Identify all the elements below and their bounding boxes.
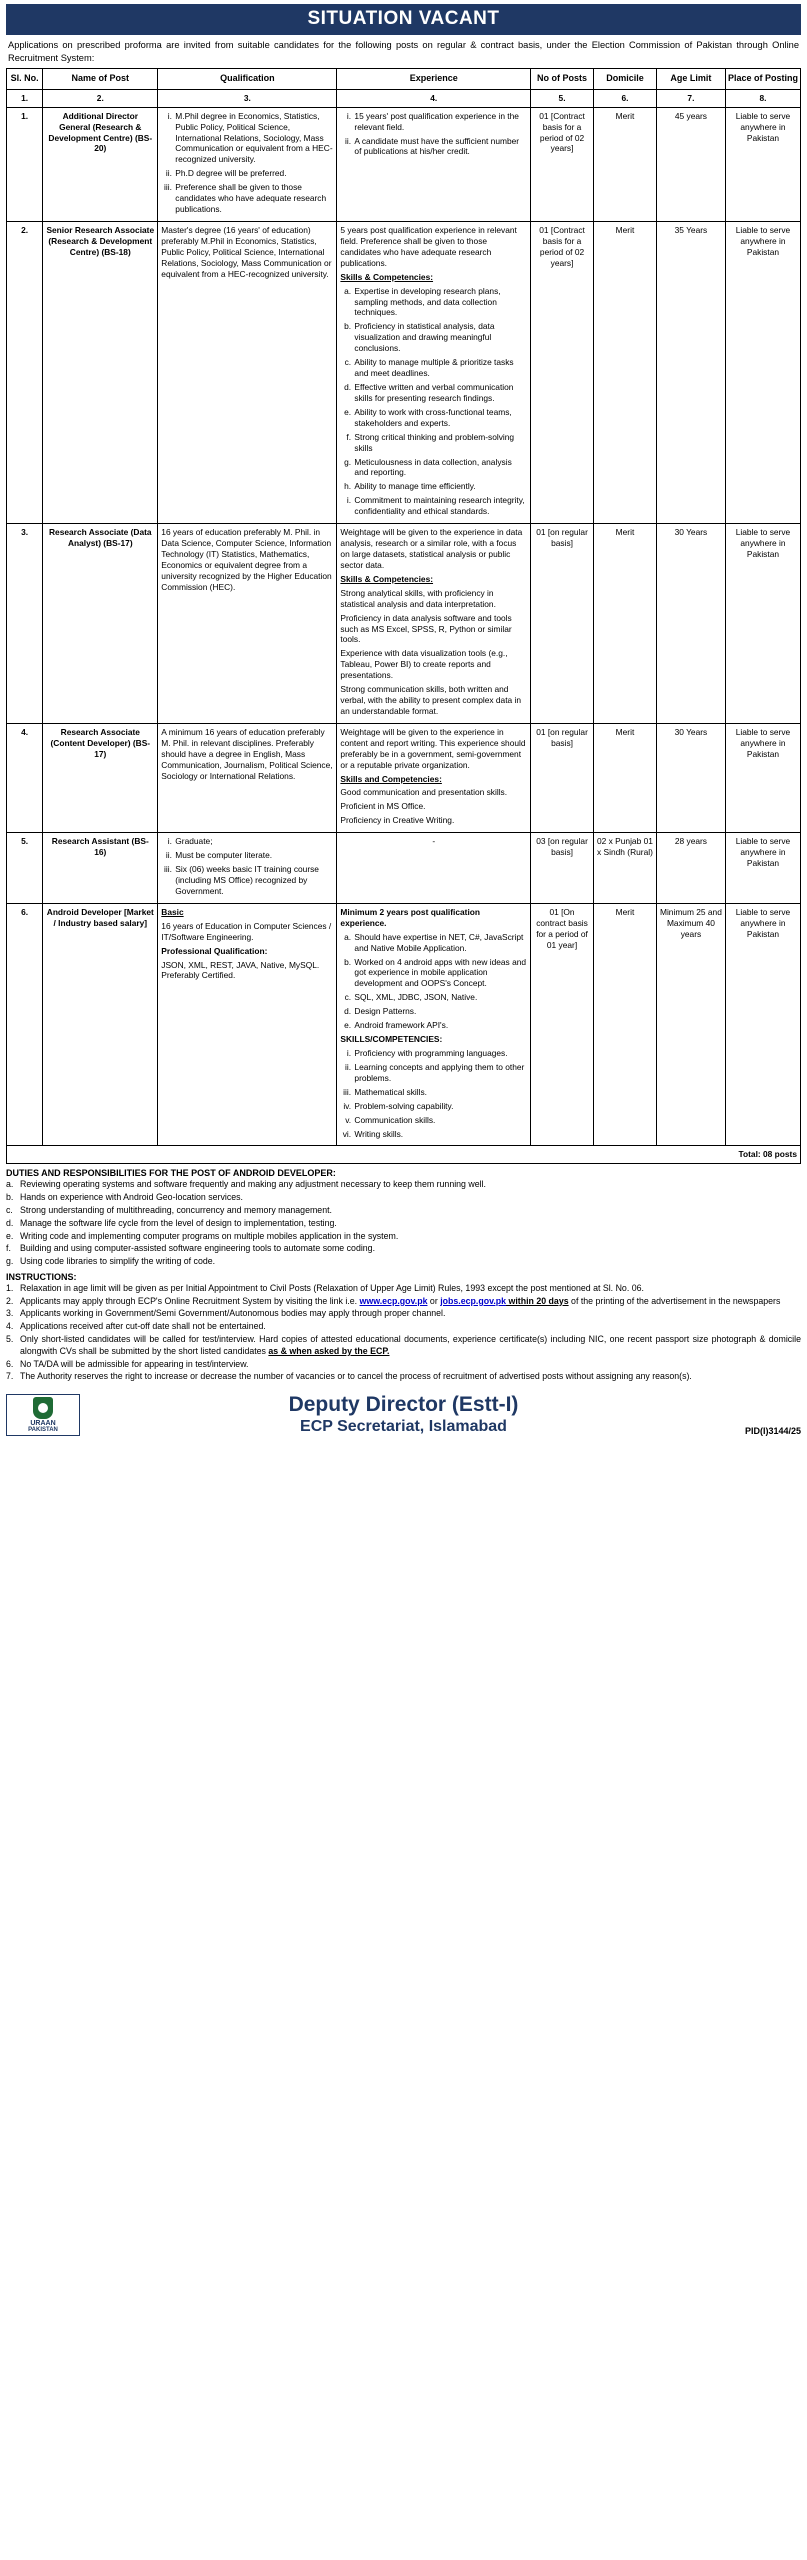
- skill-item: ii. Learning concepts and applying them to other problems.: [353, 1062, 527, 1084]
- logo-line-1: URAAN: [30, 1420, 56, 1428]
- row-post-name: Research Assistant (BS-16): [43, 833, 158, 904]
- row-experience: [337, 524, 531, 724]
- vacancy-table: [6, 68, 801, 1164]
- instruction-item: [6, 1359, 801, 1371]
- instruction-marker: 5.: [6, 1333, 14, 1344]
- duties-heading: DUTIES AND RESPONSIBILITIES FOR THE POST OF ANDROID DEVELOPER:: [6, 1168, 336, 1179]
- row-sl: 2.: [7, 222, 43, 524]
- colnum-1: 1.: [7, 89, 43, 107]
- instruction-item: [6, 1371, 801, 1383]
- duty-item: [6, 1256, 801, 1268]
- col-sl-no: Sl. No.: [7, 69, 43, 90]
- qualification-item: i. Graduate;: [174, 836, 333, 847]
- page-title: SITUATION VACANT: [6, 4, 801, 35]
- total-posts: Total: 08 posts: [7, 1146, 801, 1164]
- instruction-text: The Authority reserves the right to increase or decrease the number of vacancies or to cancel the process of recruitment of advertised posts without assigning any reason(s).: [20, 1371, 692, 1382]
- row-post-name: Research Associate (Content Developer) (BS-17): [43, 723, 158, 832]
- table-row: [7, 903, 801, 1146]
- instruction-item: [6, 1283, 801, 1295]
- row-place: Liable to serve anywhere in Pakistan: [725, 723, 800, 832]
- row-qualification: [158, 107, 337, 221]
- row-age-limit: 28 years: [656, 833, 725, 904]
- logo-line-2: PAKISTAN: [28, 1427, 58, 1434]
- experience-item: e. Android framework API's.: [353, 1020, 527, 1031]
- ecp-jobs-link[interactable]: jobs.ecp.gov.pk: [440, 1295, 507, 1306]
- instruction-text: Applicants may apply through ECP's Online Recruitment System by visiting the link i.e.: [20, 1295, 360, 1306]
- intro-paragraph: Applications on prescribed proforma are invited from suitable candidates for the following posts on regular & contract basis, under the Election Commission of Pakistan through Online Recruitment System:: [8, 40, 799, 63]
- instruction-item: [6, 1296, 801, 1308]
- duty-marker: e.: [6, 1230, 14, 1241]
- duty-item: [6, 1218, 801, 1230]
- duty-item: [6, 1192, 801, 1204]
- row-domicile: Merit: [594, 723, 657, 832]
- instructions-heading: INSTRUCTIONS:: [6, 1271, 77, 1282]
- duty-marker: f.: [6, 1243, 11, 1254]
- row-domicile: Merit: [594, 107, 657, 221]
- instruction-marker: 6.: [6, 1358, 14, 1369]
- crest-icon: [33, 1397, 53, 1419]
- signatory-designation: Deputy Director (Estt-I): [288, 1393, 519, 1417]
- duty-text: Reviewing operating systems and software frequently and making any adjustment necessary to keep them running well.: [20, 1179, 486, 1190]
- instruction-text: Applicants working in Government/Semi Government/Autonomous bodies may apply through proper channel.: [20, 1308, 446, 1319]
- duty-item: [6, 1179, 801, 1191]
- total-row: [7, 1146, 801, 1164]
- row-posts: 01 [On contract basis for a period of 01 year]: [531, 903, 594, 1146]
- instruction-item: [6, 1308, 801, 1320]
- duty-text: Manage the software life cycle from the level of design to implementation, testing.: [20, 1217, 337, 1228]
- qualification-item: i. M.Phil degree in Economics, Statistics, Public Policy, Political Science, International Relations, Sociology, Mass Communication or equivalent from a HEC-recognized university.: [174, 111, 333, 166]
- skill-item: e. Ability to work with cross-functional teams, stakeholders and experts.: [353, 407, 527, 429]
- experience-item: ii. A candidate must have the sufficient number of publications at his/her credit.: [353, 136, 527, 158]
- skill-paragraph: Experience with data visualization tools (e.g., Tableau, Power BI) to create reports and presentations.: [340, 648, 508, 681]
- row-post-name: Senior Research Associate (Research & Development Centre) (BS-18): [43, 222, 158, 524]
- row-post-name: Additional Director General (Research & Development Centre) (BS-20): [43, 107, 158, 221]
- instruction-marker: 4.: [6, 1321, 14, 1332]
- row-domicile: Merit: [594, 524, 657, 724]
- experience-item: b. Worked on 4 android apps with new ideas and got experience in mobile application development and OOPS's Concept.: [353, 957, 527, 990]
- colnum-4: 4.: [337, 89, 531, 107]
- row-place: Liable to serve anywhere in Pakistan: [725, 524, 800, 724]
- duty-marker: g.: [6, 1256, 14, 1267]
- qualification-item: ii. Ph.D degree will be preferred.: [174, 168, 333, 179]
- row-posts: 03 [on regular basis]: [531, 833, 594, 904]
- ecp-website-link[interactable]: www.ecp.gov.pk: [359, 1295, 428, 1306]
- pid-number: PID(I)3144/25: [744, 1426, 801, 1437]
- duties-list: [6, 1179, 801, 1267]
- duty-item: [6, 1243, 801, 1255]
- row-age-limit: 30 Years: [656, 723, 725, 832]
- row-sl: 6.: [7, 903, 43, 1146]
- instruction-text-composite: [20, 1334, 801, 1358]
- col-domicile: Domicile: [594, 69, 657, 90]
- row-qualification: [158, 903, 337, 1146]
- row-age-limit: 30 Years: [656, 524, 725, 724]
- row-experience: [337, 107, 531, 221]
- qualification-basic-label: Basic: [161, 906, 184, 917]
- duty-marker: a.: [6, 1179, 14, 1190]
- table-row: [7, 107, 801, 221]
- qualification-professional-label: Professional Qualification:: [161, 945, 268, 956]
- row-sl: 4.: [7, 723, 43, 832]
- row-place: Liable to serve anywhere in Pakistan: [725, 222, 800, 524]
- qualification-item: iii. Preference shall be given to those candidates who have adequate research publications.: [174, 182, 333, 215]
- duty-marker: b.: [6, 1192, 14, 1203]
- duty-item: [6, 1205, 801, 1217]
- col-qualification: Qualification: [158, 69, 337, 90]
- row-post-name: Android Developer [Market / Industry based salary]: [43, 903, 158, 1146]
- col-age-limit: Age Limit: [656, 69, 725, 90]
- row-post-name: Research Associate (Data Analyst) (BS-17): [43, 524, 158, 724]
- row-sl: 3.: [7, 524, 43, 724]
- qualification-professional-text: JSON, XML, REST, JAVA, Native, MySQL. Preferably Certified.: [161, 959, 320, 981]
- instruction-text: Applications received after cut-off date shall not be entertained.: [20, 1321, 266, 1332]
- row-age-limit: 35 Years: [656, 222, 725, 524]
- col-no-of-posts: No of Posts: [531, 69, 594, 90]
- row-qualification: Master's degree (16 years' of education) preferably M.Phil in Economics, Statistics, Public Policy, Political Science, International Relations, Sociology, Mass Communication or equivalent from a HEC-recognized university.: [158, 222, 337, 524]
- experience-intro: 5 years post qualification experience in relevant field. Preference shall be given to those candidates who have adequate research publications.: [340, 225, 517, 268]
- row-place: Liable to serve anywhere in Pakistan: [725, 833, 800, 904]
- row-posts: 01 [on regular basis]: [531, 723, 594, 832]
- duty-text: Strong understanding of multithreading, concurrency and memory management.: [20, 1204, 332, 1215]
- experience-heading: Minimum 2 years post qualification experience.: [340, 906, 481, 928]
- row-age-limit: 45 years: [656, 107, 725, 221]
- experience-item: d. Design Patterns.: [353, 1006, 527, 1017]
- duty-text: Building and using computer-assisted software engineering tools to automate some coding.: [20, 1243, 376, 1254]
- row-sl: 5.: [7, 833, 43, 904]
- row-qualification: A minimum 16 years of education preferably M. Phil. in relevant disciplines. Preferably should have a degree in English, Mass Communication, Journalism, Political Science, Sociology or International Relations.: [158, 723, 337, 832]
- skill-paragraph: Good communication and presentation skills.: [340, 787, 508, 798]
- row-age-limit: Minimum 25 and Maximum 40 years: [656, 903, 725, 1146]
- table-row: [7, 723, 801, 832]
- row-posts: 01 [on regular basis]: [531, 524, 594, 724]
- experience-item: i. 15 years' post qualification experience in the relevant field.: [353, 111, 527, 133]
- instruction-text-composite: [20, 1296, 801, 1308]
- signatory-office: ECP Secretariat, Islamabad: [300, 1418, 507, 1436]
- skills-heading: Skills & Competencies:: [340, 573, 434, 584]
- row-domicile: Merit: [594, 222, 657, 524]
- col-place-of-posting: Place of Posting: [725, 69, 800, 90]
- instruction-text: No TA/DA will be admissible for appearing in test/interview.: [20, 1358, 249, 1369]
- row-qualification: 16 years of education preferably M. Phil. in Data Science, Computer Science, Information Technology (IT) Statistics, Mathematics, Economics or equivalent degree from a university recognized by the Higher Education Commission (HEC).: [158, 524, 337, 724]
- skill-item: iii. Mathematical skills.: [353, 1087, 527, 1098]
- table-row: [7, 833, 801, 904]
- duty-text: Hands on experience with Android Geo-location services.: [20, 1192, 243, 1203]
- instruction-emphasis: as & when asked by the ECP.: [268, 1345, 390, 1356]
- instruction-text: Only short-listed candidates will be called for test/interview. Hard copies of attested educational documents, experience certificate(s) including NIC, one recent passport size photograph & domicile alongwith CVs shall be submitted by the short listed candidates: [20, 1333, 801, 1356]
- instruction-marker: 1.: [6, 1282, 14, 1293]
- skill-item: g. Meticulousness in data collection, analysis and reporting.: [353, 457, 527, 479]
- experience-intro: Weightage will be given to the experience in data analysis, research or a similar role, with a focus on large datasets, statistical analysis or public sector data.: [340, 527, 523, 570]
- instruction-marker: 2.: [6, 1295, 14, 1306]
- row-posts: 01 [Contract basis for a period of 02 years]: [531, 107, 594, 221]
- duty-marker: c.: [6, 1204, 13, 1215]
- duty-text: Writing code and implementing computer programs on multiple mobiles application in the system.: [20, 1230, 399, 1241]
- experience-intro: Weightage will be given to the experience in content and report writing. This experience should preferably be in a government, semi-government or a reputable private organization.: [340, 726, 526, 770]
- skill-paragraph: Strong analytical skills, with proficiency in statistical analysis and data interpretation.: [340, 587, 496, 609]
- duty-text: Using code libraries to simplify the writing of code.: [20, 1256, 216, 1267]
- skill-item: i. Proficiency with programming languages.: [353, 1048, 527, 1059]
- table-column-number-row: [7, 89, 801, 107]
- skills-heading: SKILLS/COMPETENCIES:: [340, 1034, 443, 1045]
- colnum-6: 6.: [594, 89, 657, 107]
- row-experience: -: [337, 833, 531, 904]
- skills-heading: Skills & Competencies:: [340, 271, 434, 282]
- skill-item: b. Proficiency in statistical analysis, data visualization and drawing meaningful conclusions.: [353, 321, 527, 354]
- colnum-2: 2.: [43, 89, 158, 107]
- skill-item: iv. Problem-solving capability.: [353, 1101, 527, 1112]
- skill-item: f. Strong critical thinking and problem-solving skills: [353, 432, 527, 454]
- colnum-8: 8.: [725, 89, 800, 107]
- experience-item: c. SQL, XML, JDBC, JSON, Native.: [353, 992, 527, 1003]
- skill-paragraph: Strong communication skills, both written and verbal, with the ability to present complex data in an understandable format.: [340, 684, 522, 716]
- qualification-item: iii. Six (06) weeks basic IT training course (including MS Office) recognized by Government.: [174, 864, 333, 897]
- skill-item: h. Ability to manage time efficiently.: [353, 481, 527, 492]
- skill-item: vi. Writing skills.: [353, 1129, 527, 1140]
- skill-item: i. Commitment to maintaining research integrity, confidentiality and ethical standards.: [353, 495, 527, 517]
- page-footer: [6, 1393, 801, 1436]
- qualification-item: ii. Must be computer literate.: [174, 850, 333, 861]
- duty-item: [6, 1231, 801, 1243]
- row-place: Liable to serve anywhere in Pakistan: [725, 107, 800, 221]
- row-experience: [337, 222, 531, 524]
- instruction-item: [6, 1334, 801, 1358]
- colnum-7: 7.: [656, 89, 725, 107]
- instruction-text: Relaxation in age limit will be given as per Initial Appointment to Civil Posts (Relaxation of Upper Age Limit) Rules, 1993 except the post mentioned at Sl. No. 06.: [20, 1282, 644, 1293]
- duty-marker: d.: [6, 1217, 14, 1228]
- skill-paragraph: Proficient in MS Office.: [340, 801, 426, 812]
- skill-paragraph: Proficiency in Creative Writing.: [340, 815, 455, 826]
- skill-item: d. Effective written and verbal communication skills for presenting research findings.: [353, 382, 527, 404]
- col-name-of-post: Name of Post: [43, 69, 158, 90]
- row-domicile: Merit: [594, 903, 657, 1146]
- row-experience: [337, 903, 531, 1146]
- row-qualification: [158, 833, 337, 904]
- colnum-3: 3.: [158, 89, 337, 107]
- skill-item: c. Ability to manage multiple & prioritize tasks and meet deadlines.: [353, 357, 527, 379]
- skill-paragraph: Proficiency in data analysis software and tools such as MS Excel, SPSS, R, Python or similar tools.: [340, 612, 512, 645]
- experience-item: a. Should have expertise in NET, C#, JavaScript and Native Mobile Application.: [353, 932, 527, 954]
- uraan-pakistan-logo: [6, 1394, 80, 1436]
- row-posts: 01 [Contract basis for a period of 02 years]: [531, 222, 594, 524]
- skill-item: v. Communication skills.: [353, 1115, 527, 1126]
- instruction-text-mid: or: [427, 1295, 441, 1306]
- qualification-basic-text: 16 years of Education in Computer Sciences / IT/Software Engineering.: [161, 920, 332, 942]
- col-experience: Experience: [337, 69, 531, 90]
- instructions-list: [6, 1283, 801, 1383]
- table-row: [7, 524, 801, 724]
- table-row: [7, 222, 801, 524]
- row-place: Liable to serve anywhere in Pakistan: [725, 903, 800, 1146]
- instruction-text-tail: of the printing of the advertisement in the newspapers: [568, 1295, 781, 1306]
- instruction-marker: 7.: [6, 1371, 14, 1382]
- signature-block: [80, 1393, 727, 1436]
- instruction-marker: 3.: [6, 1308, 14, 1319]
- row-sl: 1.: [7, 107, 43, 221]
- colnum-5: 5.: [531, 89, 594, 107]
- skills-heading: Skills and Competencies:: [340, 773, 442, 784]
- skill-item: a. Expertise in developing research plans, sampling methods, and data collection techniques.: [353, 286, 527, 319]
- row-experience: [337, 723, 531, 832]
- instruction-item: [6, 1321, 801, 1333]
- instruction-deadline: within 20 days: [506, 1295, 569, 1306]
- table-header-row: [7, 69, 801, 90]
- row-domicile: 02 x Punjab 01 x Sindh (Rural): [594, 833, 657, 904]
